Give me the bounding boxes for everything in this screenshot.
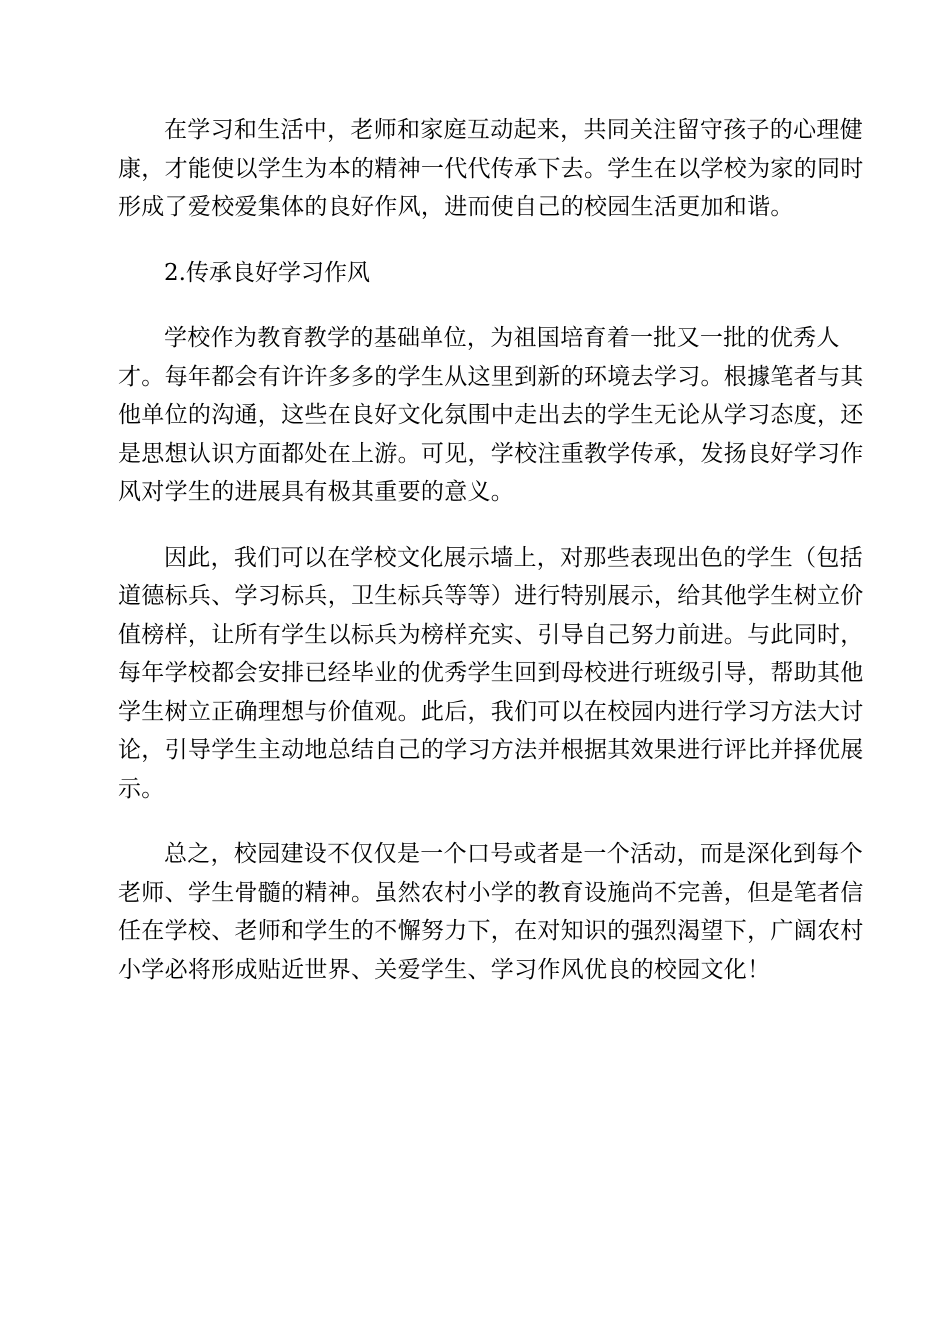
- text-line: 是思想认识方面都处在上游。可见，学校注重教学传承，发扬良好学习作: [118, 440, 864, 467]
- section-heading: 2.传承良好学习作风: [164, 259, 370, 286]
- paragraph-conclusion: [118, 835, 864, 989]
- text-line: 值榜样，让所有学生以标兵为榜样充实、引导自己努力前进。与此同时，: [118, 621, 864, 648]
- text-line: 才。每年都会有许许多多的学生从这里到新的环境去学习。根據笔者与其: [118, 363, 864, 390]
- text-line: 风对学生的进展具有极其重要的意义。: [118, 479, 515, 505]
- text-line: 论，引导学生主动地总结自己的学习方法并根据其效果进行评比并择优展: [118, 737, 864, 763]
- text-line: 康，才能使以学生为本的精神一代代传承下去。学生在以学校为家的同时: [118, 155, 864, 182]
- text-line: 学校作为教育教学的基础单位，为祖国培育着一批又一批的优秀人: [164, 325, 840, 351]
- text-line: 任在学校、老师和学生的不懈努力下，在对知识的强烈渴望下，广阔农村: [118, 918, 864, 944]
- text-line: 因此，我们可以在学校文化展示墙上，对那些表现出色的学生（包括: [164, 544, 863, 571]
- paragraph-role-models: [118, 539, 864, 809]
- text-line: 学生树立正确理想与价值观。此后，我们可以在校园内进行学习方法大讨: [118, 698, 864, 725]
- text-line: 示。: [118, 775, 165, 802]
- paragraph-home-school-interaction: [118, 111, 864, 227]
- text-line: 他单位的沟通，这些在良好文化氛围中走出去的学生无论从学习态度，还: [118, 402, 864, 428]
- document-page: [118, 111, 864, 989]
- text-line: 小学必将形成贴近世界、关爱学生、学习作风优良的校园文化！: [118, 956, 771, 983]
- text-line: 每年学校都会安排已经毕业的优秀学生回到母校进行班级引导，帮助其他: [118, 660, 864, 686]
- text-line: 总之，校园建设不仅仅是一个口号或者是一个活动，而是深化到每个: [164, 841, 863, 867]
- text-line: 在学习和生活中，老师和家庭互动起来，共同关注留守孩子的心理健: [164, 117, 863, 143]
- text-line: 形成了爱校爱集体的良好作风，进而使自己的校园生活更加和谐。: [118, 194, 794, 220]
- text-line: 老师、学生骨髓的精神。虽然农村小学的教育设施尚不完善，但是笔者信: [118, 879, 864, 906]
- paragraph-school-as-unit: [118, 319, 864, 512]
- text-line: 道德标兵、学习标兵，卫生标兵等等）进行特别展示，给其他学生树立价: [118, 583, 864, 609]
